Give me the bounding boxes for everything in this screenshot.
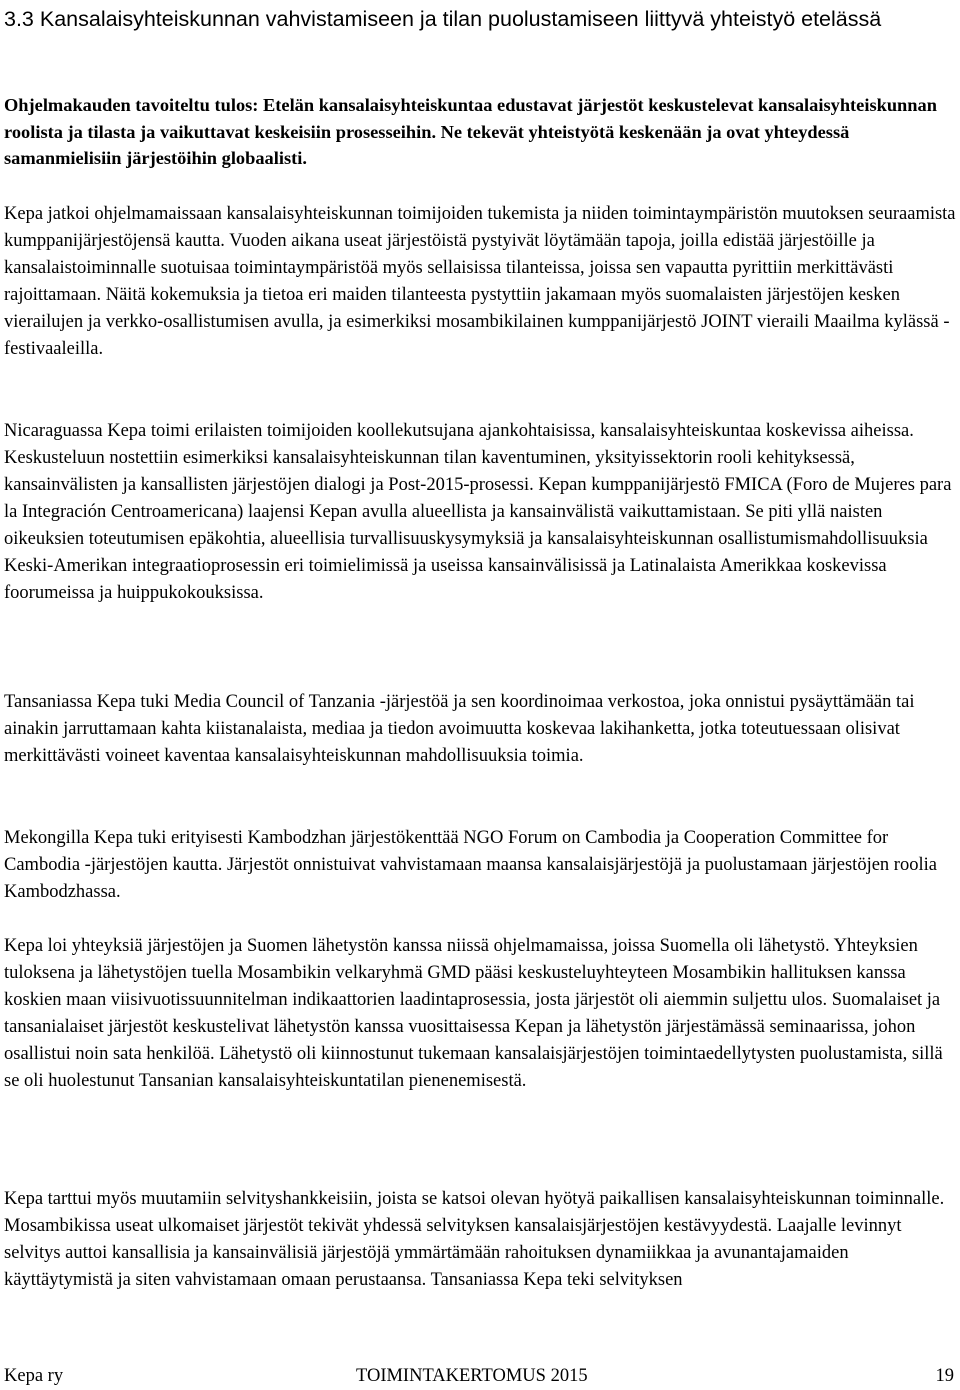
paragraph-tanzania: Tansaniassa Kepa tuki Media Council of Tanzania -järjestöä ja sen koordinoimaa verkostoa, joka onnistui pysäyttämään tai ainakin jarruttamaan kahta kiistanalaista, mediaa ja tiedon avoimuutta koskevaa lakihanketta, jotka toteutuessaan olisivat merkittävästi voineet kaventaa kansalaisyhteiskunnan mahdollisuuksia toimia. [4,692,915,766]
paragraph-nicaragua: Nicaraguassa Kepa toimi erilaisten toimijoiden koollekutsujana ajankohtaisissa, kansalaisyhteiskuntaa koskevissa aiheissa. Keskusteluun nostettiin esimerkiksi kansalaisyhteiskunnan tilan kaventuminen, yksityissektorin rooli kehityksessä, kansainvälisten ja kansallisten järjestöjen dialogi ja Post-2015-prosessi. Kepan kumppanijärjestö FMICA (Foro de Mujeres para la Integración Centroamericana) laajensi Kepan avulla alueellista ja kansainvälistä vaikuttamistaan. Se piti yllä naisten oikeuksien toteutumisen epäkohtia, alueellisia turvallisuuskysymyksiä ja kansalaisyhteiskunnan osallistumismahdollisuuksia Keski-Amerikan integraatioprosessin eri toimielimissä ja useissa kansainvälisissä ja Latinalaista Amerikkaa koskevissa foorumeissa ja huippukokouksissa. [4,421,952,603]
page-number: 19 [935,1366,954,1386]
goal-statement: Ohjelmakauden tavoiteltu tulos: Etelän kansalaisyhteiskuntaa edustavat järjestöt keskustelevat kansalaisyhteiskunnan roolista ja tilasta ja vaikuttavat keskeisiin prosesseihin. Ne tekevät yhteistyötä keskenään ja ovat yhteydessä samanmielisiin järjestöihin globaalisti. [4,95,937,168]
paragraph-surveys: Kepa tarttui myös muutamiin selvityshankkeisiin, joista se katsoi olevan hyötyä paikallisen kansalaisyhteiskunnan toiminnalle. Mosambikissa useat ulkomaiset järjestöt tekivät yhdessä selvityksen kansalaisjärjestöjen kestävyydestä. Laajalle levinnyt selvitys auttoi kansallisia ja kansainvälisiä järjestöjä ymmärtämään rahoituksen dynamiikkaa ja avunantajamaiden käyttäytymistä ja siten vahvistamaan omaan perustaansa. Tansaniassa Kepa teki selvityksen [4,1189,945,1290]
footer-report-title: TOIMINTAKERTOMUS 2015 [356,1366,588,1386]
section-heading: 3.3 Kansalaisyhteiskunnan vahvistamiseen ja tilan puolustamiseen liittyvä yhteistyö etelässä [4,7,882,31]
paragraph-mekong: Mekongilla Kepa tuki erityisesti Kambodzhan järjestökenttää NGO Forum on Cambodia ja Cooperation Committee for Cambodia -järjestöjen kautta. Järjestöt onnistuivat vahvistamaan maansa kansalaisjärjestöjä ja puolustamaan järjestöjen roolia Kambodzhassa. [4,828,937,902]
paragraph-programme-countries: Kepa jatkoi ohjelmamaissaan kansalaisyhteiskunnan toimijoiden tukemista ja niiden toimintaympäristön muutoksen seuraamista kumppanijärjestöjensä kautta. Vuoden aikana useat järjestöistä pystyivät löytämään tapoja, joilla edistää järjestöille ja kansalaistoiminnalle suotuisaa toimintaympäristöä myös sellaisissa tilanteissa, joissa sen vapautta pyrittiin merkittävästi rajoittamaan. Näitä kokemuksia ja tietoa eri maiden tilanteesta pystyttiin jakamaan myös suomalaisten järjestöjen kesken vierailujen ja verkko-osallistumisen avulla, ja esimerkiksi mosambikilainen kumppanijärjestö JOINT vieraili Maailma kylässä -festivaaleilla. [4,204,956,359]
footer-organization: Kepa ry [4,1366,64,1386]
paragraph-embassies: Kepa loi yhteyksiä järjestöjen ja Suomen lähetystön kanssa niissä ohjelmamaissa, joissa Suomella oli lähetystö. Yhteyksien tuloksena ja lähetystöjen tuella Mosambikin velkaryhmä GMD pääsi keskusteluyhteyteen Mosambikin hallituksen kanssa koskien maan viisivuotissuunnitelman indikaattorien laadintaprosessia, josta järjestöt oli aiemmin suljettu ulos. Suomalaiset ja tansanialaiset järjestöt keskustelivat lähetystön kanssa vuosittaisessa Kepan ja lähetystön järjestämässä seminaarissa, johon osallistui noin sata henkilöä. Lähetystö oli kiinnostunut tukemaan kansalaisjärjestöjen toimintaedellytysten puolustamista, sillä se oli huolestunut Tansanian kansalaisyhteiskuntatilan pienenemisestä. [4,936,943,1091]
